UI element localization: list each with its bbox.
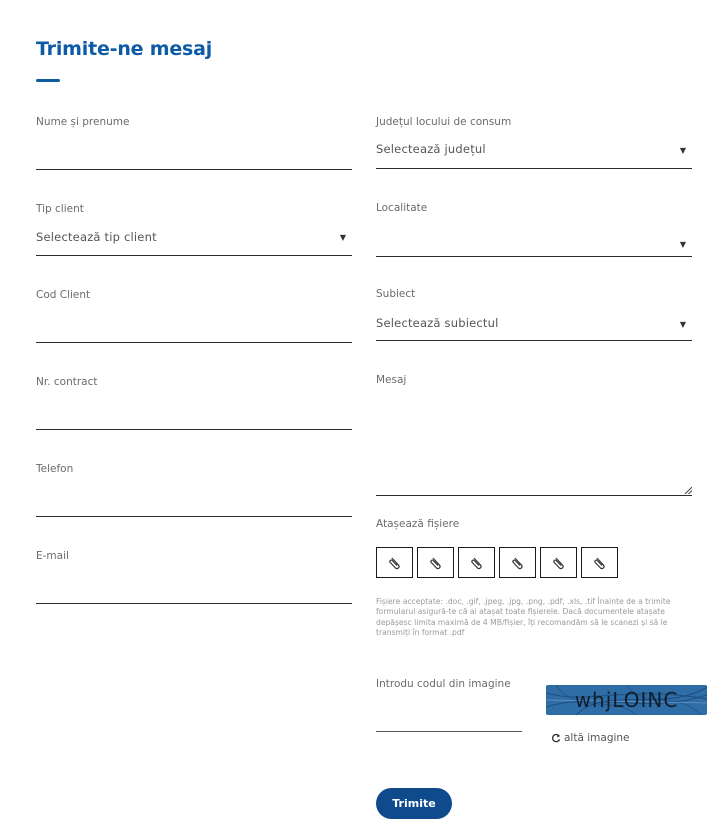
attach-file-button[interactable] [540,547,577,578]
email-label: E-mail [36,550,69,562]
paperclip-icon [429,556,443,570]
contract-underline [36,429,352,430]
phone-label: Telefon [36,463,74,475]
captcha-image [546,685,707,715]
locality-underline [376,256,692,257]
subject-underline [376,340,692,341]
attach-file-button[interactable] [458,547,495,578]
county-label: Județul locului de consum [376,116,512,128]
page-title: Trimite-ne mesaj [36,38,213,60]
name-underline [36,169,352,170]
email-field[interactable] [36,550,352,605]
county-value[interactable]: Selectează județul [376,142,486,156]
subject-value[interactable]: Selectează subiectul [376,316,499,330]
county-underline [376,168,692,169]
email-underline [36,603,352,604]
message-underline [376,495,692,496]
client-code-field[interactable] [36,289,352,344]
client-code-label: Cod Client [36,289,91,301]
locality-label: Localitate [376,202,428,214]
phone-field[interactable] [36,463,352,518]
name-label: Nume și prenume [36,116,130,128]
client-type-underline [36,255,352,256]
paperclip-icon [470,556,484,570]
paperclip-icon [552,556,566,570]
chevron-down-icon[interactable]: ▼ [339,233,346,242]
contract-field[interactable] [36,376,352,431]
paperclip-icon [511,556,525,570]
client-type-value[interactable]: Selectează tip client [36,230,157,244]
attach-file-button[interactable] [417,547,454,578]
county-select[interactable] [376,116,692,171]
paperclip-icon [593,556,607,570]
paperclip-icon [388,556,402,570]
attach-file-button[interactable] [499,547,536,578]
refresh-captcha-link[interactable] [551,732,630,744]
attach-file-button[interactable] [581,547,618,578]
attachments-label: Atașează fișiere [376,518,460,530]
client-type-select[interactable] [36,203,352,258]
attachment-note: Fișiere acceptate: .doc, .gif, .jpeg, .jpg, .png, .pdf, .xls, .tif Înainte de a trimite formularul asigură-te că ai atașat toate fișierele. Dacă documentele atașate depășesc limita maximă de 4 MB/fișier, îți recomandăm să le scanezi și să le transmiți în format .pdf [376,597,671,637]
locality-select[interactable] [376,202,692,258]
attachment-slots [376,547,618,578]
captcha-label: Introdu codul din imagine [376,678,511,690]
attach-file-button[interactable] [376,547,413,578]
subject-select[interactable] [376,288,692,343]
name-field[interactable] [36,116,352,171]
resize-grip-icon[interactable] [684,486,692,494]
subject-label: Subiect [376,288,416,300]
message-label: Mesaj [376,374,407,386]
client-type-label: Tip client [36,203,84,215]
title-underline [36,79,60,82]
chevron-down-icon[interactable]: ▼ [679,146,686,155]
client-code-underline [36,342,352,343]
message-textarea[interactable] [376,374,692,498]
refresh-captcha-label: altă imagine [564,732,630,744]
chevron-down-icon[interactable]: ▼ [679,240,686,249]
chevron-down-icon[interactable]: ▼ [679,320,686,329]
captcha-field[interactable] [376,678,522,734]
captcha-code: whjLOINC [574,688,679,712]
captcha-underline [376,731,522,732]
phone-underline [36,516,352,517]
contract-label: Nr. contract [36,376,98,388]
submit-button[interactable]: Trimite [376,788,452,819]
refresh-icon [551,733,561,743]
